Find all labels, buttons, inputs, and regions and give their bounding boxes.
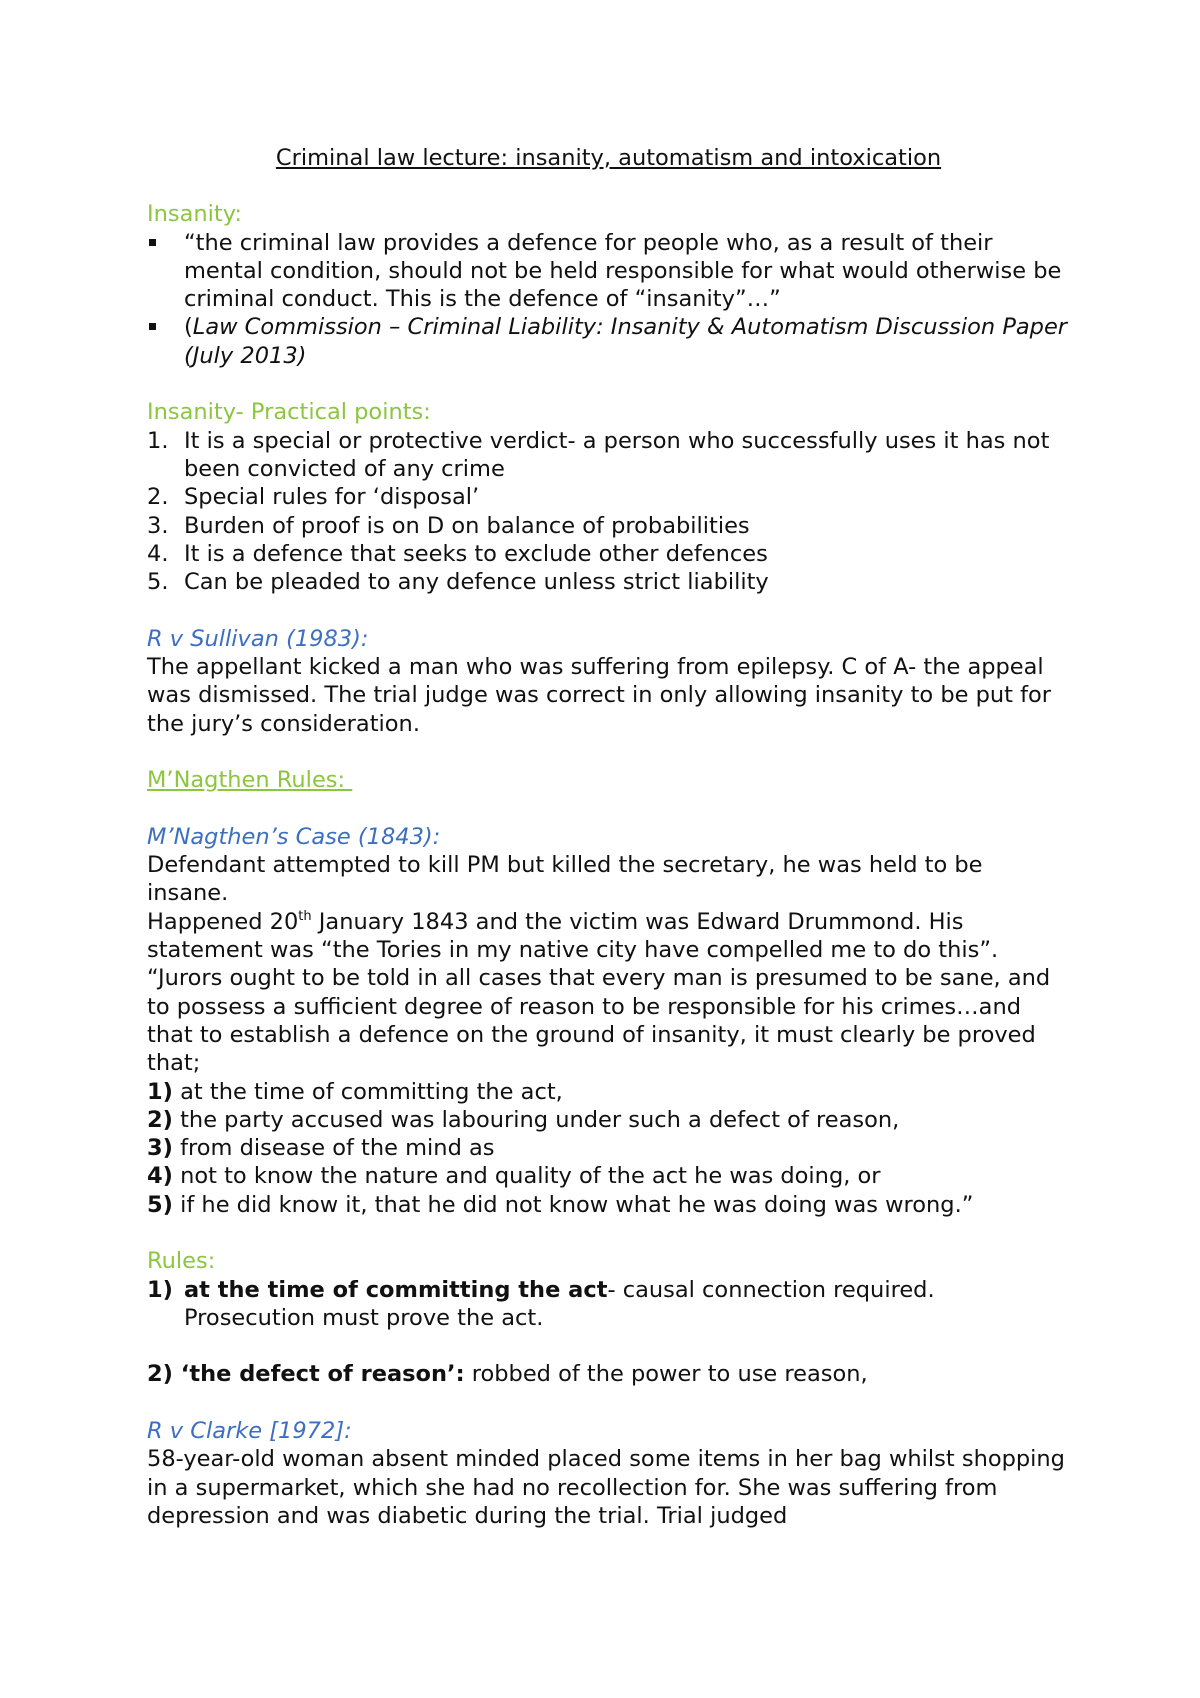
date-text: Happened 20 — [147, 908, 299, 935]
list-item — [147, 1162, 1070, 1190]
point-number: 5) — [147, 1191, 173, 1218]
citation-open: ( — [184, 314, 193, 341]
point-number: 2) — [147, 1106, 173, 1133]
date-text-rest: January 1843 and the victim was Edward Drummond. His statement was “the Tories in my native city have compelled me to do this”. — [147, 908, 999, 964]
item-text: It is a special or protective verdict- a person who successfully uses it has not been convicted of any crime — [184, 427, 1050, 482]
clarke-case-text: 58-year-old woman absent minded placed some items in her bag whilst shopping in a supermarket, which she had no recollection for. She was suffering from depression and was diabetic during the trial. Trial judged — [147, 1446, 1065, 1529]
list-item — [147, 1134, 1070, 1162]
point-number: 1) — [147, 1078, 173, 1105]
rule-bold-text: at the time of committing the act — [184, 1276, 608, 1303]
spacer — [147, 596, 1070, 624]
item-number: 4. — [147, 540, 169, 567]
point-text: the party accused was labouring under such a defect of reason, — [172, 1106, 900, 1133]
clarke-case-heading: R v Clarke [1972]: — [147, 1418, 352, 1445]
item-number: 1. — [147, 427, 169, 454]
spacer — [147, 795, 1070, 823]
mnaghten-case-line1: Defendant attempted to kill PM but killed the secretary, he was held to be insane. — [147, 852, 983, 907]
insanity-heading: Insanity: — [147, 201, 242, 228]
page-title: Criminal law lecture: insanity, automatism and intoxication — [275, 145, 942, 171]
list-item — [147, 540, 1070, 568]
rule-text: robbed of the power to use reason, — [464, 1361, 868, 1388]
rule-number: 1) — [147, 1276, 173, 1303]
insanity-bullets — [147, 229, 1070, 370]
insanity-quote: “the criminal law provides a defence for people who, as a result of their mental condition, should not be held responsible for what would otherwise be criminal conduct. This is the defence of “insanity”…” — [184, 229, 1062, 313]
rule-bold-text: ‘the defect of reason’: — [172, 1361, 465, 1388]
mnaghten-quote: “Jurors ought to be told in all cases that every man is presumed to be sane, and to possess a sufficient degree of reason to be responsible for his crimes…and that to establish a defence on the ground of insanity, it must clearly be proved that; — [147, 965, 1051, 1077]
rules-list — [147, 1276, 1070, 1333]
spacer — [147, 370, 1070, 398]
citation-text: Law Commission – Criminal Liability: Insanity & Automatism Discussion Paper (July 2013) — [184, 314, 1068, 369]
spacer — [147, 738, 1070, 766]
list-item — [147, 1276, 1070, 1333]
list-item — [147, 427, 1070, 484]
item-number: 2. — [147, 484, 169, 511]
sullivan-case-heading: R v Sullivan (1983): — [147, 625, 369, 652]
item-number: 5. — [147, 569, 169, 596]
list-item — [147, 313, 1070, 370]
item-text: It is a defence that seeks to exclude other defences — [184, 540, 768, 567]
item-text: Special rules for ‘disposal’ — [184, 484, 480, 511]
point-text: if he did know it, that he did not know what he was doing was wrong.” — [172, 1191, 974, 1218]
practical-points-heading: Insanity- Practical points: — [147, 399, 431, 426]
point-text: not to know the nature and quality of the act he was doing, or — [172, 1163, 881, 1190]
mnaghten-rules-heading: M’Nagthen Rules: — [147, 767, 353, 794]
spacer — [147, 1332, 1070, 1360]
point-number: 4) — [147, 1163, 173, 1190]
item-number: 3. — [147, 512, 169, 539]
rules-heading: Rules: — [147, 1248, 216, 1275]
item-text: Can be pleaded to any defence unless strict liability — [184, 569, 769, 596]
list-item — [147, 512, 1070, 540]
point-number: 3) — [147, 1135, 173, 1162]
rule-text: - causal connection required. Prosecution must prove the act. — [184, 1276, 935, 1331]
item-text: Burden of proof is on D on balance of probabilities — [184, 512, 750, 539]
list-item — [147, 1106, 1070, 1134]
list-item — [147, 1078, 1070, 1106]
rule-2 — [147, 1360, 1070, 1388]
practical-points-list — [147, 427, 1070, 597]
list-item — [147, 229, 1070, 314]
spacer — [147, 1219, 1070, 1247]
mnaghten-case-heading: M’Nagthen’s Case (1843): — [147, 823, 441, 850]
list-item — [147, 568, 1070, 596]
list-item — [147, 483, 1070, 511]
mnaghten-case-line2 — [147, 908, 1070, 965]
rule-number: 2) — [147, 1361, 173, 1388]
ordinal-suffix: th — [298, 908, 312, 924]
sullivan-case-text: The appellant kicked a man who was suffering from epilepsy. C of A- the appeal was dismissed. The trial judge was correct in only allowing insanity to be put for the jury’s consideration. — [147, 654, 1052, 737]
spacer — [147, 1389, 1070, 1417]
mnaghten-points — [147, 1078, 1070, 1219]
point-text: at the time of committing the act, — [172, 1078, 563, 1105]
point-text: from disease of the mind as — [172, 1135, 495, 1162]
list-item — [147, 1191, 1070, 1219]
